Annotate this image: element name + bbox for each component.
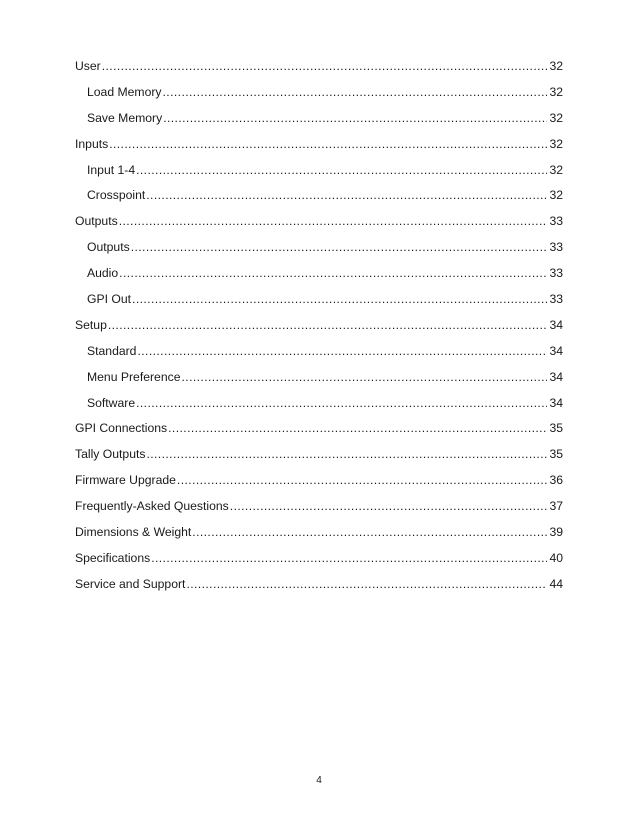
toc-entry-page: 33: [549, 292, 563, 307]
toc-dot-leader: [137, 342, 547, 360]
toc-entry-label: Software: [87, 395, 136, 410]
toc-entry-page: 33: [549, 266, 563, 281]
toc-entry-label: Frequently-Asked Questions: [75, 499, 229, 514]
toc-dot-leader: [151, 549, 547, 567]
toc-entry-page: 34: [549, 343, 563, 358]
toc-entry-page: 35: [549, 421, 563, 436]
toc-dot-leader: [168, 419, 547, 437]
toc-entry[interactable]: [75, 497, 563, 523]
toc-entry[interactable]: [75, 161, 563, 187]
toc-entry[interactable]: [75, 212, 563, 238]
toc-entry-label: Firmware Upgrade: [75, 473, 176, 488]
toc-entry-label: Crosspoint: [87, 188, 146, 203]
toc-entry-label: Outputs: [75, 214, 118, 229]
toc-dot-leader: [136, 161, 547, 179]
toc-entry[interactable]: [75, 549, 563, 575]
page-number: 4: [316, 775, 322, 786]
toc-dot-leader: [192, 523, 547, 541]
toc-entry-label: Tally Outputs: [75, 447, 146, 462]
toc-dot-leader: [109, 135, 547, 153]
toc-dot-leader: [146, 186, 547, 204]
toc-entry-label: GPI Out: [87, 292, 132, 307]
toc-entry-page: 34: [549, 395, 563, 410]
toc-entry[interactable]: [75, 316, 563, 342]
toc-entry-label: GPI Connections: [75, 421, 168, 436]
toc-entry-label: Save Memory: [87, 110, 163, 125]
toc-entry[interactable]: [75, 523, 563, 549]
toc-dot-leader: [177, 471, 548, 489]
toc-entry[interactable]: [75, 471, 563, 497]
toc-entry[interactable]: [75, 575, 563, 601]
toc-dot-leader: [119, 212, 548, 230]
toc-entry-label: Dimensions & Weight: [75, 525, 192, 540]
toc-dot-leader: [186, 575, 547, 593]
toc-entry[interactable]: [75, 109, 563, 135]
toc-entry-label: Load Memory: [87, 84, 162, 99]
toc-entry[interactable]: [75, 238, 563, 264]
toc-entry-page: 36: [549, 473, 563, 488]
toc-entry-page: 32: [549, 188, 563, 203]
toc-entry-label: Specifications: [75, 550, 151, 565]
toc-dot-leader: [163, 109, 547, 127]
toc-dot-leader: [132, 290, 547, 308]
toc-dot-leader: [182, 368, 548, 386]
toc-entry[interactable]: [75, 264, 563, 290]
toc-entry-page: 32: [549, 110, 563, 125]
toc-entry-label: Service and Support: [75, 576, 186, 591]
toc-entry-page: 32: [549, 59, 563, 73]
toc-entry[interactable]: [75, 290, 563, 316]
toc-entry[interactable]: [75, 57, 563, 83]
toc-entry[interactable]: [75, 342, 563, 368]
toc-entry-page: 39: [549, 525, 563, 540]
toc-entry-label: Setup: [75, 317, 107, 332]
toc-entry-label: Audio: [87, 266, 119, 281]
toc-entry-page: 34: [549, 369, 563, 384]
toc-entry-page: 44: [549, 576, 563, 591]
toc-entry-page: 32: [549, 136, 563, 151]
toc-entry-page: 33: [549, 240, 563, 255]
toc-dot-leader: [102, 57, 548, 75]
toc-entry[interactable]: [75, 394, 563, 420]
toc-entry[interactable]: [75, 135, 563, 161]
toc-dot-leader: [119, 264, 547, 282]
toc-entry-label: Input 1-4: [87, 162, 136, 177]
toc-entry[interactable]: [75, 83, 563, 109]
toc-dot-leader: [136, 394, 547, 412]
toc-entry-label: Standard: [87, 343, 137, 358]
toc-entry[interactable]: [75, 368, 563, 394]
toc-entry-page: 32: [549, 162, 563, 177]
toc-dot-leader: [146, 445, 547, 463]
toc-entry-page: 40: [549, 550, 563, 565]
toc-entry-label: Inputs: [75, 136, 109, 151]
toc-dot-leader: [108, 316, 548, 334]
toc-entry-page: 33: [549, 214, 563, 229]
toc-entry-label: Menu Preference: [87, 369, 181, 384]
toc-entry[interactable]: [75, 445, 563, 471]
toc-dot-leader: [163, 83, 548, 101]
toc-entry[interactable]: [75, 186, 563, 212]
toc-entry-page: 34: [549, 317, 563, 332]
toc-entry-label: User: [75, 59, 101, 73]
toc-dot-leader: [131, 238, 548, 256]
toc-entry[interactable]: [75, 419, 563, 445]
table-of-contents: [75, 57, 563, 601]
toc-entry-page: 35: [549, 447, 563, 462]
toc-dot-leader: [230, 497, 548, 515]
toc-entry-label: Outputs: [87, 240, 130, 255]
toc-entry-page: 32: [549, 84, 563, 99]
toc-entry-page: 37: [549, 499, 563, 514]
